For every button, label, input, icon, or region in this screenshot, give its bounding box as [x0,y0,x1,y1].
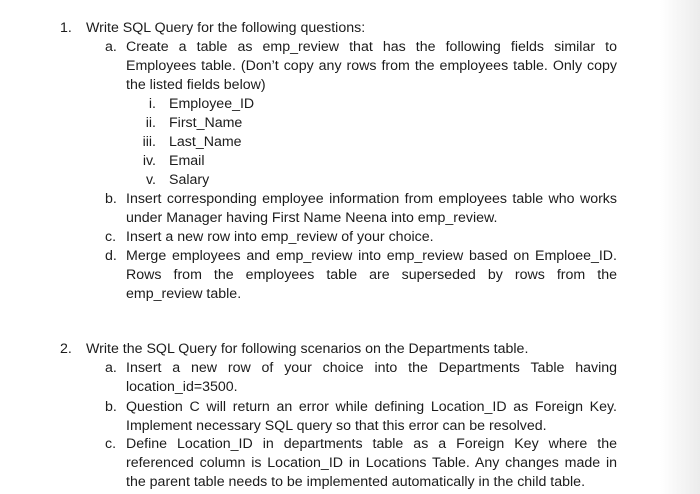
question-number: 2. [60,341,72,357]
field-name: First_Name [169,115,243,131]
item-letter: a. [105,360,117,376]
item-line: referenced column is Location_ID in Locations Table. Any changes made in [126,454,617,471]
item-line: emp_review table. [126,285,242,302]
item-line: Rows from the employees table are superseded by rows from the [126,266,617,283]
field-name: Salary [169,172,210,188]
item-letter: d. [105,248,117,264]
item-line: Employees table. (Don’t copy any rows from the employees table. Only copy [126,57,617,74]
item-body [126,190,617,228]
field-name: Employee_ID [169,96,255,112]
item-line: Insert corresponding employee information from employees table who works [126,191,617,207]
field-number: v. [146,172,156,188]
item-letter: a. [105,39,117,55]
item-line: Question C will return an error while defining Location_ID as Foreign Key. [126,399,617,415]
item-line: Define Location_ID in departments table as a Foreign Key where the [126,436,617,452]
item-body [126,247,617,304]
item-line: Insert a new row into emp_review of your choice. [126,229,434,245]
field-number: ii. [145,115,156,131]
item-body [126,38,617,95]
item-line: Insert a new row of your choice into the Departments Table having [126,360,617,376]
field-number: iii. [142,134,156,150]
item-line: the listed fields below) [126,76,266,93]
item-letter: c. [105,229,117,245]
field-number: iv. [142,153,156,169]
question-text: Write SQL Query for the following questions: [86,20,366,36]
item-body [126,359,617,397]
item-line: location_id=3500. [126,378,238,395]
field-name: Last_Name [169,134,242,150]
item-body [126,228,617,247]
item-line: Create a table as emp_review that has the following fields similar to [126,39,617,55]
item-body [126,435,617,492]
item-letter: c. [105,436,117,452]
item-body [126,398,617,436]
page-edge-shadow [660,0,700,494]
item-line: under Manager having First Name Neena into emp_review. [126,209,498,226]
item-letter: b. [105,191,117,207]
item-letter: b. [105,399,117,415]
field-name: Email [169,153,205,169]
field-number: i. [148,96,156,112]
question-number: 1. [60,20,72,36]
item-line: Merge employees and emp_review into emp_review based on Emploee_ID. [126,248,617,264]
item-line: Implement necessary SQL query so that this error can be resolved. [126,417,547,434]
question-text: Write the SQL Query for following scenarios on the Departments table. [86,341,529,357]
item-line: the parent table needs to be implemented automatically in the child table. [126,473,586,490]
